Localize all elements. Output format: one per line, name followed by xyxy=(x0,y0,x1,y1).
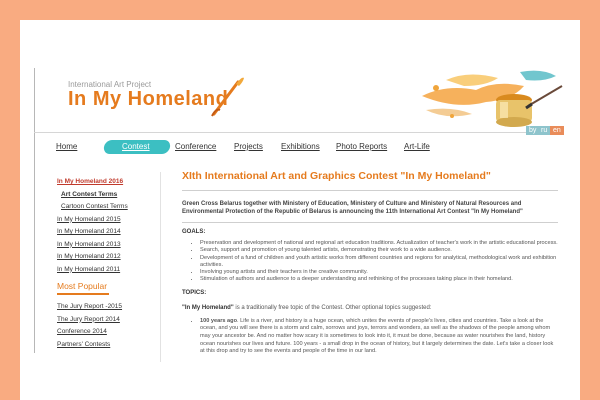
topic-name: 100 years ago xyxy=(200,317,238,324)
nav-exhibitions[interactable]: Exhibitions xyxy=(281,142,320,151)
topic-item xyxy=(200,318,558,356)
sidebar-item-2013[interactable]: In My Homeland 2013 xyxy=(57,240,121,248)
sidebar-divider xyxy=(160,172,161,362)
goal-item: • Stimulation of authors and audience to a deeper understanding and rethinking of the processes taking place in their homeland. xyxy=(200,276,558,283)
paintbrush-logo-icon xyxy=(210,74,246,118)
topics-intro xyxy=(182,304,558,312)
header-divider xyxy=(34,132,564,133)
page-left-border xyxy=(34,68,35,353)
goal-item: • Preservation and development of national and regional art education traditions. Actualization of teacher's work in the artistic educational process. xyxy=(200,240,558,247)
popular-item-partners-contests[interactable]: Partners' Contests xyxy=(57,340,111,348)
page-title: XIth International Art and Graphics Contest "In My Homeland" xyxy=(182,170,491,182)
language-en-button[interactable]: en xyxy=(550,126,564,135)
sidebar-item-2012[interactable]: In My Homeland 2012 xyxy=(57,253,121,260)
nav-photo-reports[interactable]: Photo Reports xyxy=(336,142,388,151)
sidebar xyxy=(57,176,157,351)
most-popular-heading: Most Popular xyxy=(57,281,108,291)
sidebar-item-2016[interactable]: In My Homeland 2016 xyxy=(57,178,124,185)
intro-divider xyxy=(182,222,558,223)
nav-projects[interactable]: Projects xyxy=(234,142,263,151)
title-divider xyxy=(182,190,558,191)
logo-subtitle: International Art Project xyxy=(68,80,152,89)
logo-title[interactable]: In My Homeland xyxy=(68,88,229,110)
nav-art-life[interactable]: Art-Life xyxy=(404,142,430,151)
most-popular-underline xyxy=(57,293,109,295)
nav-contest[interactable]: Contest xyxy=(122,142,150,151)
nav-conference[interactable]: Conference xyxy=(175,142,217,151)
page xyxy=(20,20,580,400)
nav-home[interactable]: Home xyxy=(56,142,78,151)
sidebar-item-cartoon-contest-terms[interactable]: Cartoon Contest Terms xyxy=(61,203,128,210)
goals-list xyxy=(182,240,558,284)
popular-item-jury-report-2015[interactable]: The Jury Report -2015 xyxy=(57,303,123,310)
popular-item-conference-2014[interactable]: Conference 2014 xyxy=(57,328,107,335)
topic-text: . Life is a river, and history is a huge ocean, which unites the events of people's lives, cities and countries. Take a look at the ocean, and you will see there is a storm and calm, sorrows and joys, terrors and wonders, as well as the shadows of the people among whom may your ancestor be. And no matter how scary it is sometimes to look into it, it must be done, because as water nourishes the land, history ocean nourishes our lives and future. 100 years - a small drop in the ocean of history, but it largely determines the date. Let's take a closer look at this drop and try to see the events and people of the time in our land. xyxy=(200,317,554,355)
language-ru-button[interactable]: ru xyxy=(538,126,550,135)
main-content xyxy=(182,170,558,356)
intro-paragraph: Green Cross Belarus together with Ministery of Education, Ministery of Culture and Ministery of Natural Resources and Environmental Protection of the Republic of Belarus is announcing the 11th International Art Contest "In My Homeland" xyxy=(182,201,523,215)
goal-item: • Search, support and promotion of young talented artists, demonstrating their work to a wide audience. xyxy=(200,247,558,254)
popular-item-jury-report-2014[interactable]: The Jury Report 2014 xyxy=(57,315,120,323)
sidebar-item-art-contest-terms[interactable]: Art Contest Terms xyxy=(61,190,118,198)
goals-heading: GOALS: xyxy=(182,229,206,235)
topics-heading: TOPICS: xyxy=(182,289,207,296)
goal-item: • Development of a fund of children and youth artistic works from different countries and regions for analytical, methodological work and exhibition activities. xyxy=(200,255,558,270)
sidebar-item-2011[interactable]: In My Homeland 2011 xyxy=(57,265,121,273)
sidebar-item-2015[interactable]: In My Homeland 2015 xyxy=(57,215,121,223)
topics-intro-text: is a traditionally free topic of the Contest. Other optional topics suggested: xyxy=(233,304,432,311)
topics-intro-title: "In My Homeland" xyxy=(182,304,234,311)
goal-item: • Involving young artists and their teachers in the creative community. xyxy=(200,269,558,276)
language-by-button[interactable]: by xyxy=(526,126,539,135)
topics-list xyxy=(182,318,558,356)
paint-jar-header-image xyxy=(416,66,564,132)
sidebar-item-2014[interactable]: In My Homeland 2014 xyxy=(57,228,121,235)
